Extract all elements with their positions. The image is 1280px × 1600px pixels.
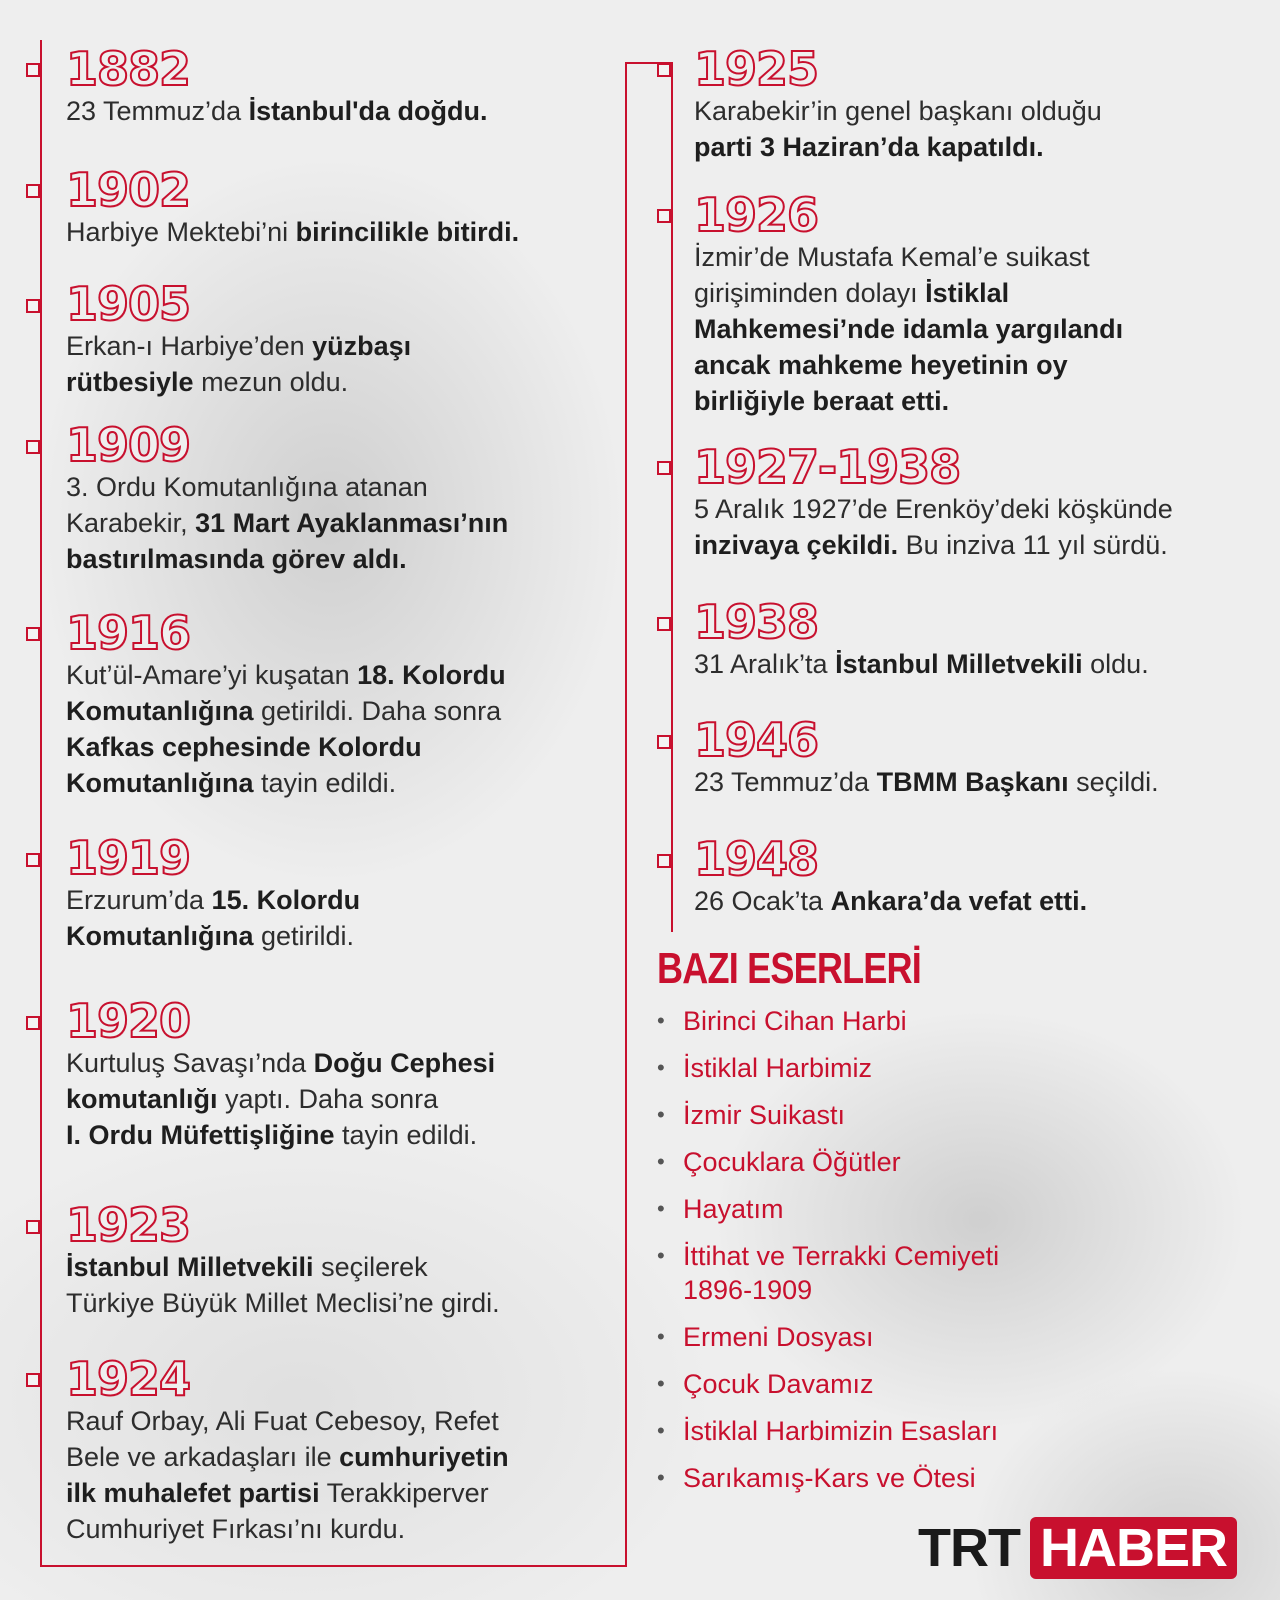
timeline-entry-1926	[694, 188, 1124, 419]
entry-year: 1926	[694, 188, 819, 242]
entry-description: Karabekir’in genel başkanı olduğu parti 3 Haziran’da kapatıldı.	[694, 96, 1102, 162]
timeline-entry-1882	[66, 42, 488, 129]
bullet-icon: •	[657, 1324, 665, 1349]
timeline-marker	[657, 617, 671, 631]
entry-description: 31 Aralık’ta İstanbul Milletvekili oldu.	[694, 649, 1149, 679]
entry-description: 26 Ocak’ta Ankara’da vefat etti.	[694, 886, 1088, 916]
bullet-icon: •	[657, 1055, 665, 1080]
timeline-marker	[657, 461, 671, 475]
trt-haber-logo	[918, 1518, 1237, 1578]
timeline-entry-1927-1938	[694, 440, 1173, 563]
entry-year: 1948	[694, 832, 819, 886]
work-title: İstiklal Harbimizin Esasları	[683, 1416, 999, 1446]
works-title: BAZI ESERLERİ	[657, 944, 921, 993]
logo-trt: TRT	[918, 1518, 1020, 1578]
timeline-entry-1916	[66, 606, 506, 801]
timeline-entry-1923	[66, 1198, 500, 1321]
entry-description: Harbiye Mektebi’ni birincilikle bitirdi.	[66, 217, 520, 247]
timeline-entry-1902	[66, 163, 520, 250]
bullet-icon: •	[657, 1371, 665, 1396]
entry-description: Kurtuluş Savaşı’nda Doğu Cephesi komutanlığı yaptı. Daha sonra I. Ordu Müfettişliğine tayin edildi.	[66, 1048, 496, 1150]
work-title: İstiklal Harbimiz	[683, 1053, 873, 1083]
entry-year: 1916	[66, 606, 191, 660]
timeline-marker	[26, 627, 40, 641]
work-title: İzmir Suikastı	[683, 1100, 846, 1130]
timeline-marker	[657, 854, 671, 868]
list-item	[657, 1239, 1073, 1307]
right-timeline-line	[671, 62, 673, 932]
entry-year: 1946	[694, 713, 819, 767]
list-item	[657, 1414, 1073, 1448]
entry-year: 1923	[66, 1198, 191, 1252]
left-timeline-right-line	[625, 62, 627, 1567]
work-title: Sarıkamış-Kars ve Ötesi	[683, 1463, 976, 1493]
timeline-entry-1909	[66, 418, 509, 577]
bullet-icon: •	[657, 1465, 665, 1490]
works-list	[657, 1004, 1073, 1508]
entry-year: 1924	[66, 1352, 191, 1406]
timeline-marker	[26, 440, 40, 454]
entry-year: 1920	[66, 994, 191, 1048]
entry-description: İzmir’de Mustafa Kemal’e suikast girişiminden dolayı İstiklal Mahkemesi’nde idamla yargılandı ancak mahkeme heyetinin oy birliğiyle beraat etti.	[694, 242, 1124, 416]
entry-description: 5 Aralık 1927’de Erenköy’deki köşkünde inzivaya çekildi. Bu inziva 11 yıl sürdü.	[694, 494, 1173, 560]
entry-description: Erzurum’da 15. Kolordu Komutanlığına getirildi.	[66, 885, 361, 951]
entry-year: 1902	[66, 163, 191, 217]
work-title: Çocuklara Öğütler	[683, 1147, 901, 1177]
timeline-marker	[657, 63, 671, 77]
timeline-marker	[26, 184, 40, 198]
timeline-marker	[26, 299, 40, 313]
work-title: Hayatım	[683, 1194, 784, 1224]
entry-year: 1909	[66, 418, 191, 472]
entry-year: 1919	[66, 831, 191, 885]
work-title: Ermeni Dosyası	[683, 1322, 874, 1352]
timeline-entry-1919	[66, 831, 361, 954]
timeline-entry-1946	[694, 713, 1159, 800]
entry-year: 1882	[66, 42, 191, 96]
work-title: Birinci Cihan Harbi	[683, 1006, 907, 1036]
bullet-icon: •	[657, 1008, 665, 1033]
timeline-entry-1920	[66, 994, 496, 1153]
list-item	[657, 1145, 1073, 1179]
timeline-marker	[657, 209, 671, 223]
entry-description: 3. Ordu Komutanlığına atanan Karabekir, 31 Mart Ayaklanması’nın bastırılmasında görev aldı.	[66, 472, 509, 574]
timeline-entry-1924	[66, 1352, 509, 1547]
bullet-icon: •	[657, 1196, 665, 1221]
list-item	[657, 1051, 1073, 1085]
entry-description: Rauf Orbay, Ali Fuat Cebesoy, Refet Bele ve arkadaşları ile cumhuriyetin ilk muhalefet partisi Terakkiperver Cumhuriyet Fırkası’nı kurdu.	[66, 1406, 509, 1544]
entry-description: Erkan-ı Harbiye’den yüzbaşı rütbesiyle mezun oldu.	[66, 331, 412, 397]
entry-year: 1938	[694, 595, 819, 649]
timeline-entry-1905	[66, 277, 412, 400]
timeline-entry-1948	[694, 832, 1088, 919]
entry-year: 1927-1938	[694, 440, 961, 494]
entry-year: 1925	[694, 42, 819, 96]
entry-description: İstanbul Milletvekili seçilerek Türkiye Büyük Millet Meclisi’ne girdi.	[66, 1252, 500, 1318]
timeline-marker	[26, 853, 40, 867]
left-timeline-left-line	[40, 40, 42, 1567]
timeline-entry-1925	[694, 42, 1102, 165]
list-item	[657, 1004, 1073, 1038]
timeline-marker	[26, 1016, 40, 1030]
work-title: Çocuk Davamız	[683, 1369, 874, 1399]
timeline-entry-1938	[694, 595, 1149, 682]
bullet-icon: •	[657, 1243, 665, 1268]
entry-year: 1905	[66, 277, 191, 331]
left-timeline-bottom-line	[40, 1565, 627, 1567]
entry-description: 23 Temmuz’da TBMM Başkanı seçildi.	[694, 767, 1159, 797]
timeline-marker	[26, 1220, 40, 1234]
list-item	[657, 1098, 1073, 1132]
list-item	[657, 1461, 1073, 1495]
entry-description: Kut’ül-Amare’yi kuşatan 18. Kolordu Komutanlığına getirildi. Daha sonra Kafkas cephesinde Kolordu Komutanlığına tayin edildi.	[66, 660, 506, 798]
bullet-icon: •	[657, 1149, 665, 1174]
list-item	[657, 1367, 1073, 1401]
timeline-marker	[657, 735, 671, 749]
timeline-marker	[26, 63, 40, 77]
timeline-marker	[26, 1373, 40, 1387]
list-item	[657, 1320, 1073, 1354]
entry-description: 23 Temmuz’da İstanbul'da doğdu.	[66, 96, 488, 126]
bullet-icon: •	[657, 1418, 665, 1443]
work-title: İttihat ve Terrakki Cemiyeti 1896-1909	[683, 1241, 1000, 1305]
bullet-icon: •	[657, 1102, 665, 1127]
logo-haber: HABER	[1030, 1517, 1237, 1579]
list-item	[657, 1192, 1073, 1226]
